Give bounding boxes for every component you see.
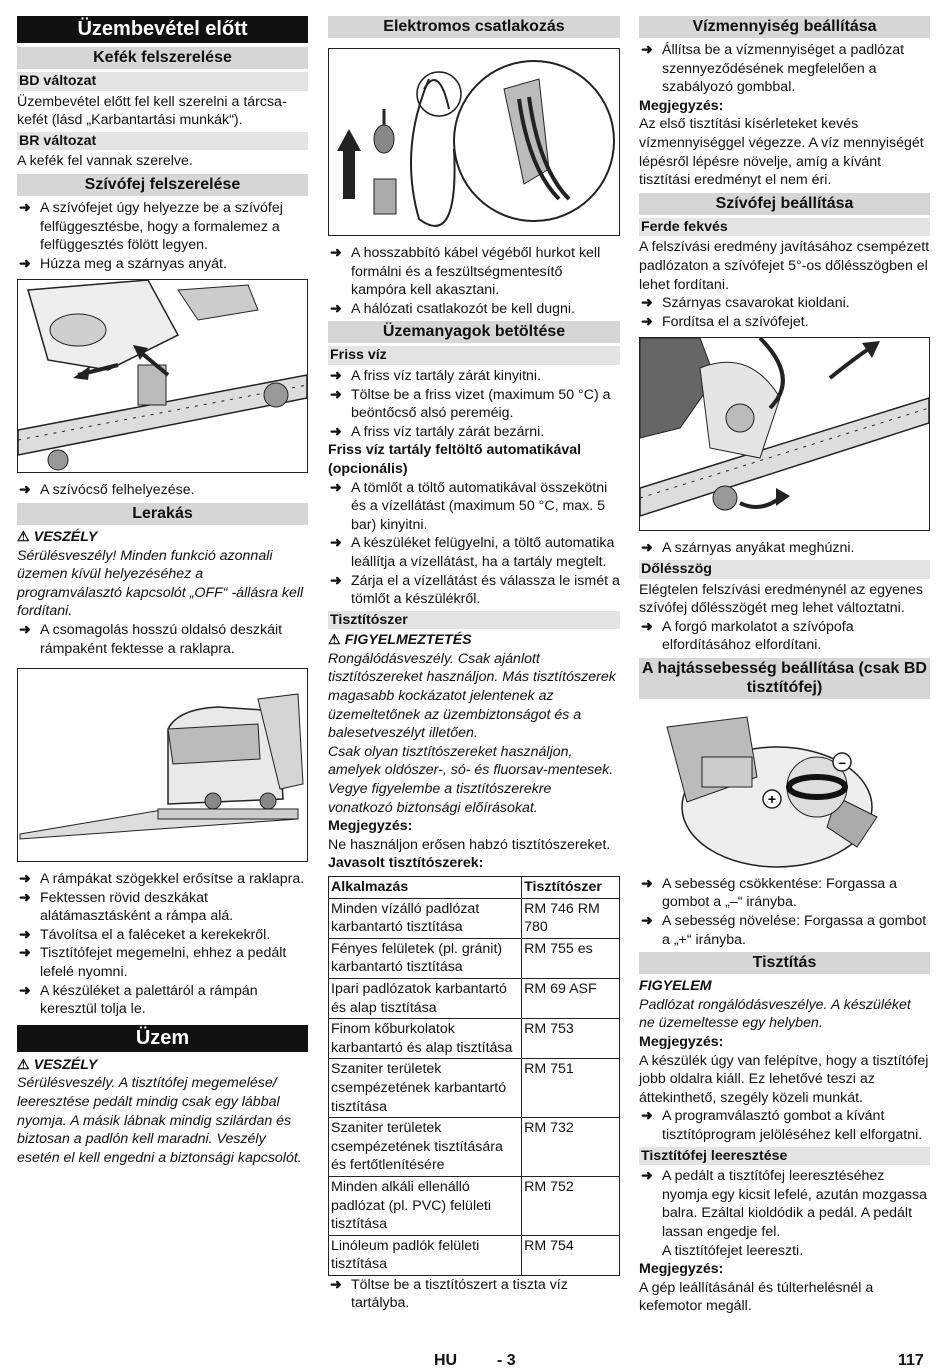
step: ➜ A készüléket felügyelni, a töltő automatika leállítja a vízellátást, ha a tartály megtelt.: [328, 534, 620, 571]
table-cell: Minden vízálló padlózat karbantartó tisztítása: [329, 898, 522, 938]
section-title-before-startup: Üzembevétel előtt: [17, 16, 308, 43]
table-cell: RM 69 ASF: [522, 978, 620, 1018]
table-header-row: [329, 877, 620, 899]
squeegee-install-illustration: [17, 279, 308, 473]
warning-triangle-icon: ⚠: [17, 1056, 30, 1073]
speed-knob-illustration: [657, 707, 887, 871]
step: ➜ Töltse be a friss vizet (maximum 50 °C) a beöntőcső alsó pereméig.: [328, 386, 620, 423]
plus-symbol: +: [767, 790, 777, 807]
table-cell: RM 746 RM 780: [522, 898, 620, 938]
table-cell: Szaniter területek csempézetének tisztítására és fertőtlenítésére: [329, 1118, 522, 1177]
warning-label: [328, 631, 620, 650]
table-cell: Fényes felületek (pl. gránit) karbantartó tisztítása: [329, 938, 522, 978]
table-header-cell: Tisztítószer: [522, 877, 620, 899]
heading-squeegee-adjust: Szívófej beállítása: [639, 193, 930, 215]
squeegee-angle-illustration: [639, 337, 930, 531]
step: ➜ Tisztítófejet megemelni, ehhez a pedált lefelé nyomni.: [17, 944, 308, 981]
step: ➜ A tömlőt a töltő automatikával összekötni és a vízellátást (maximum 50 °C, max. 5 bar) kinyitni.: [328, 479, 620, 535]
note-label: Megjegyzés:: [639, 1034, 724, 1051]
section-title-operation: Üzem: [17, 1025, 308, 1052]
note-text: Ne használjon erősen habzó tisztítószereket.: [328, 836, 611, 853]
step: ➜ A pedált a tisztítófej leeresztéséhez nyomja egy kicsit lefelé, azután mozgassa balra. Ezáltal kioldódik a pedál. A pedált lassan engedje fel.: [639, 1167, 930, 1241]
table-row: [329, 1059, 620, 1118]
warning-label-text: FIGYELMEZTETÉS: [344, 632, 472, 649]
step: ➜ A sebesség növelése: Forgassa a gombot a „+“ irányba.: [639, 912, 930, 949]
table-row: [329, 938, 620, 978]
note-text: A gép leállításánál és túlterhelésnél a kefemotor megáll.: [639, 1279, 874, 1315]
power-cable-illustration: [328, 48, 620, 236]
step: ➜ A hálózati csatlakozót be kell dugni.: [328, 300, 620, 319]
tilt-text: Elégtelen felszívási eredménynél az egyenes szívófej dőlésszögét meg lehet változtatni.: [639, 581, 923, 617]
danger-text: Sérülésveszély. A tisztítófej megemelése/ leeresztése pedált mindig csak egy lábbal nyomja. A másik lábnak mindig szilárdan és biztosan a padlón kell maradni. Veszély esetén el kell engedni a biztonsági kapcsolót.: [17, 1075, 302, 1166]
heading-squeegee-install: Szívófej felszerelése: [17, 174, 308, 196]
heading-oblique: Ferde fekvés: [639, 218, 930, 237]
danger-label-text: VESZÉLY: [33, 1056, 98, 1073]
step: ➜ Fordítsa el a szívófejet.: [639, 313, 930, 332]
table-cell: Minden alkáli ellenálló padlózat (pl. PVC) felületi tisztítása: [329, 1176, 522, 1235]
heading-fresh-water: Friss víz: [328, 346, 620, 365]
heading-drive-speed: A hajtássebesség beállítása (csak BD tisztítófej): [639, 658, 930, 699]
heading-water-amount: Vízmennyiség beállítása: [639, 16, 930, 38]
danger-label: [17, 528, 308, 547]
table-header-cell: Alkalmazás: [329, 877, 522, 899]
machine-on-pallet-illustration: [17, 668, 308, 862]
note-label: Megjegyzés:: [639, 97, 724, 114]
footer-local-page: - 3: [497, 1352, 516, 1369]
heading-tilt: Dőlésszög: [639, 560, 930, 579]
note-label: Megjegyzés:: [328, 818, 413, 835]
step: ➜ A friss víz tartály zárát bezárni.: [328, 423, 620, 442]
step: ➜ Zárja el a vízellátást és válassza le ismét a tömlőt a készülékről.: [328, 572, 620, 609]
step-result: A tisztítófejet leereszti.: [662, 1242, 804, 1259]
footer-page-number: 117: [898, 1352, 924, 1369]
heading-cleaning: Tisztítás: [639, 952, 930, 974]
table-row: [329, 1235, 620, 1275]
step: ➜ Fektessen rövid deszkákat alátámasztásként a rámpa alá.: [17, 889, 308, 926]
table-cell: RM 755 es: [522, 938, 620, 978]
heading-brushes: Kefék felszerelése: [17, 47, 308, 69]
table-row: [329, 1118, 620, 1177]
table-cell: Ipari padlózatok karbantartó és alap tisztítása: [329, 978, 522, 1018]
step: ➜ A rámpákat szögekkel erősítse a raklapra.: [17, 870, 308, 889]
heading-lower-head: Tisztítófej leeresztése: [639, 1147, 930, 1166]
note-text: Az első tisztítási kísérleteket kevés vízmennyiséggel végezze. A víz mennyiségét lépésről lépésre növelje, amíg a kívánt tisztítási eredményt el nem éri.: [639, 116, 924, 189]
danger-label: [17, 1056, 308, 1075]
table-cell: Linóleum padlók felületi tisztítása: [329, 1235, 522, 1275]
column-2: [328, 16, 620, 1313]
heading-br-variant: BR változat: [17, 132, 308, 151]
danger-label-text: VESZÉLY: [33, 528, 98, 545]
table-cell: RM 754: [522, 1235, 620, 1275]
table-cell: RM 752: [522, 1176, 620, 1235]
step: ➜ A szívócső felhelyezése.: [17, 481, 308, 500]
danger-text: Sérülésveszély! Minden funkció azonnali üzemen kívül helyezéséhez a programválasztó kapcsolót „OFF“ -állásra kell fordítani.: [17, 547, 304, 620]
step: ➜ Távolítsa el a faléceket a kerekekről.: [17, 926, 308, 945]
step: ➜ A szívófejet úgy helyezze be a szívófej felfüggesztésbe, hogy a formalemez a felfüggesztés fölött legyen.: [17, 199, 308, 255]
warning-triangle-icon: ⚠: [328, 632, 341, 649]
step: ➜ Szárnyas csavarokat kioldani.: [639, 294, 930, 313]
column-3: [639, 16, 930, 1316]
step: ➜ A friss víz tartály zárát kinyitni.: [328, 367, 620, 386]
attention-text: Padlózat rongálódásveszélye. A készüléket ne üzemeltesse egy helyben.: [639, 996, 911, 1032]
table-cell: RM 751: [522, 1059, 620, 1118]
br-text: A kefék fel vannak szerelve.: [17, 153, 193, 170]
step: ➜ A hosszabbító kábel végéből hurkot kell formálni és a feszültségmentesítő kampóra kell akasztani.: [328, 244, 620, 300]
table-cell: RM 753: [522, 1019, 620, 1059]
warning-text: Rongálódásveszély. Csak ajánlott tisztítószereket használjon. Más tisztítószerek magasabb kockázatot jelentenek az üzemeltetőnek az üzembiztonságot és a balesetveszélyt illetően.: [328, 650, 616, 742]
oblique-text: A felszívási eredmény javításához csempézett padlózaton a szívófejet 5°-os dőlésszögben el lehet fordítani.: [639, 239, 930, 293]
warning-triangle-icon: ⚠: [17, 528, 30, 545]
detergent-table: [328, 876, 620, 1276]
step: ➜ A forgó markolatot a szívópofa elfordításához elfordítani.: [639, 618, 930, 655]
table-row: [329, 978, 620, 1018]
heading-fuel: Üzemanyagok betöltése: [328, 321, 620, 343]
step: ➜ A programválasztó gombot a kívánt tisztítóprogram jelöléséhez kell elforgatni.: [639, 1107, 930, 1144]
heading-electric: Elektromos csatlakozás: [328, 16, 620, 38]
step: ➜ Állítsa be a vízmennyiséget a padlózat szennyeződésének megfelelően a szabályozó gombbal.: [639, 41, 930, 97]
recommended-label: Javasolt tisztítószerek:: [328, 855, 484, 872]
table-row: [329, 1019, 620, 1059]
warning-text: Vegye figyelembe a tisztítószerekre vonatkozó biztonsági előírásokat.: [328, 781, 552, 816]
table-cell: RM 732: [522, 1118, 620, 1177]
heading-auto-fill: Friss víz tartály feltöltő automatikával (opcionális): [328, 442, 582, 477]
bd-text: Üzembevétel előtt fel kell szerelni a tárcsa-kefét (lásd „Karbantartási munkák“).: [17, 93, 287, 129]
table-cell: Finom kőburkolatok karbantartó és alap tisztítása: [329, 1019, 522, 1059]
minus-symbol: –: [838, 753, 846, 770]
footer-language: HU: [434, 1352, 458, 1369]
step: ➜ Húzza meg a szárnyas anyát.: [17, 255, 308, 274]
column-1: [17, 16, 308, 1167]
heading-unload: Lerakás: [17, 503, 308, 525]
heading-bd-variant: BD változat: [17, 72, 308, 91]
step: ➜ A készüléket a palettáról a rámpán keresztül tolja le.: [17, 982, 308, 1019]
warning-text: Csak olyan tisztítószereket használjon, amelyek oldószer-, só- és fluorsav-mentesek.: [328, 743, 614, 779]
heading-detergent: Tisztítószer: [328, 611, 620, 630]
note-text: A készülék úgy van felépítve, hogy a tisztítófej jobb oldalra kiáll. Ez lehetővé teszi az áttekinthető, szegély közeli munkát.: [639, 1052, 929, 1106]
note-label: Megjegyzés:: [639, 1261, 724, 1278]
step: ➜ A csomagolás hosszú oldalsó deszkáit rámpaként fektesse a raklapra.: [17, 621, 308, 658]
step: ➜ Töltse be a tisztítószert a tiszta víz tartályba.: [328, 1276, 620, 1313]
attention-label: FIGYELEM: [639, 978, 712, 995]
table-cell: Szaniter területek csempézetének karbantartó tisztítása: [329, 1059, 522, 1118]
step: ➜ A szárnyas anyákat meghúzni.: [639, 539, 930, 558]
table-row: [329, 1176, 620, 1235]
table-row: [329, 898, 620, 938]
step: ➜ A sebesség csökkentése: Forgassa a gombot a „–“ irányba.: [639, 875, 930, 912]
